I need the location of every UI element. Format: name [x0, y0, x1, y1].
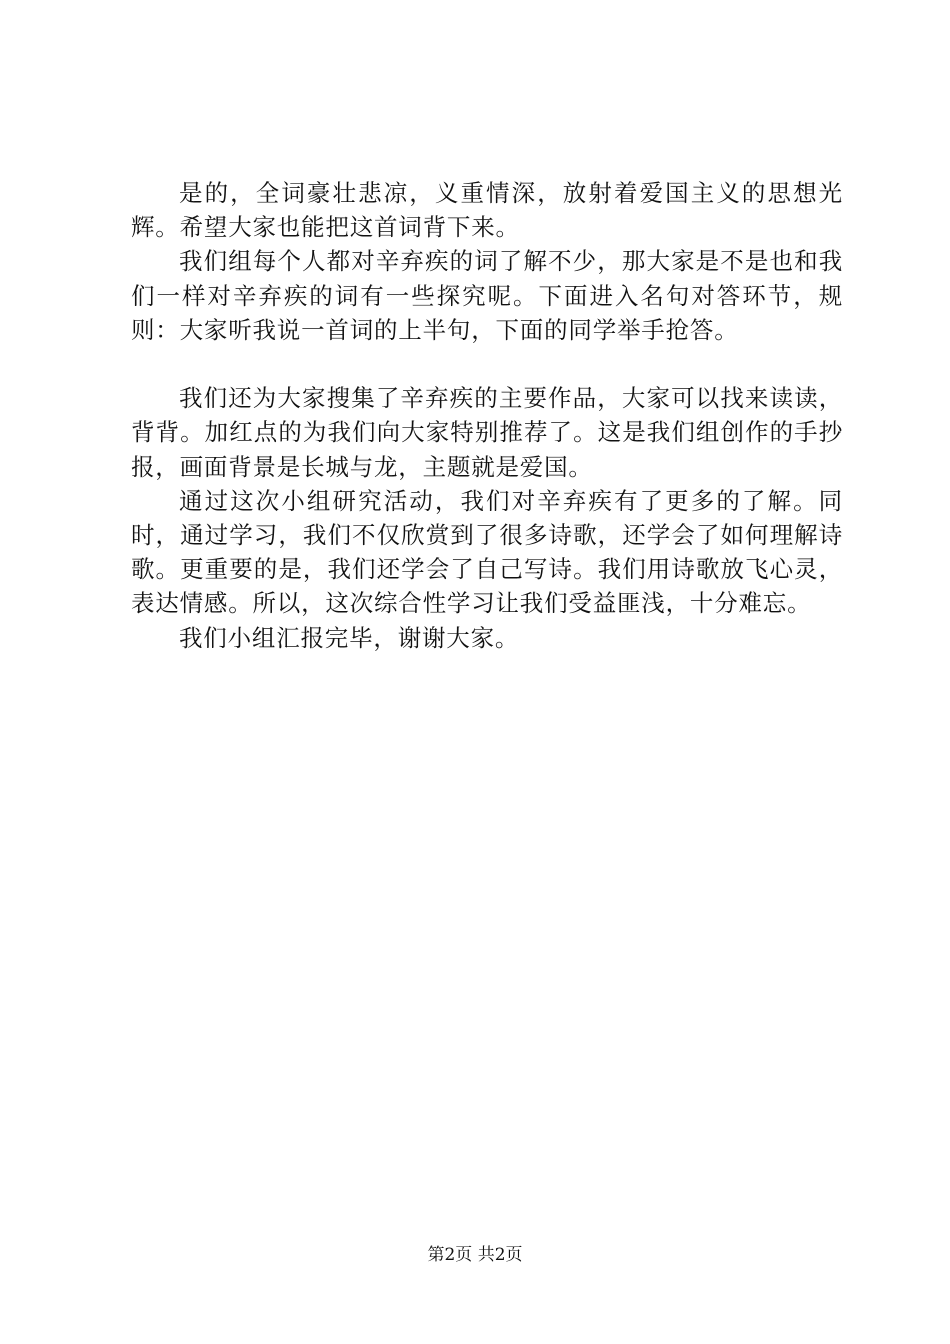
paragraph-4: 通过这次小组研究活动，我们对辛弃疾有了更多的了解。同时，通过学习，我们不仅欣赏到了很多诗歌，还学会了如何理解诗歌。更重要的是，我们还学会了自己写诗。我们用诗歌放飞心灵，表达情感。所以，这次综合性学习让我们受益匪浅，十分难忘。 — [131, 486, 843, 618]
page-number-label: 第2页 共2页 — [427, 1245, 523, 1265]
paragraph-3: 我们还为大家搜集了辛弃疾的主要作品，大家可以找来读读，背背。加红点的为我们向大家特别推荐了。这是我们组创作的手抄报，画面背景是长城与龙，主题就是爱国。 — [131, 384, 843, 481]
blank-line — [131, 347, 843, 381]
paragraph-5: 我们小组汇报完毕，谢谢大家。 — [179, 623, 520, 652]
page-footer — [0, 1244, 950, 1266]
paragraph-2: 我们组每个人都对辛弃疾的词了解不少，那大家是不是也和我们一样对辛弃疾的词有一些探究呢。下面进入名句对答环节，规则：大家听我说一首词的上半句，下面的同学举手抢答。 — [131, 247, 843, 344]
paragraph-1: 是的，全词豪壮悲凉，义重情深，放射着爱国主义的思想光辉。希望大家也能把这首词背下来。 — [131, 179, 843, 242]
document-body — [131, 176, 843, 655]
